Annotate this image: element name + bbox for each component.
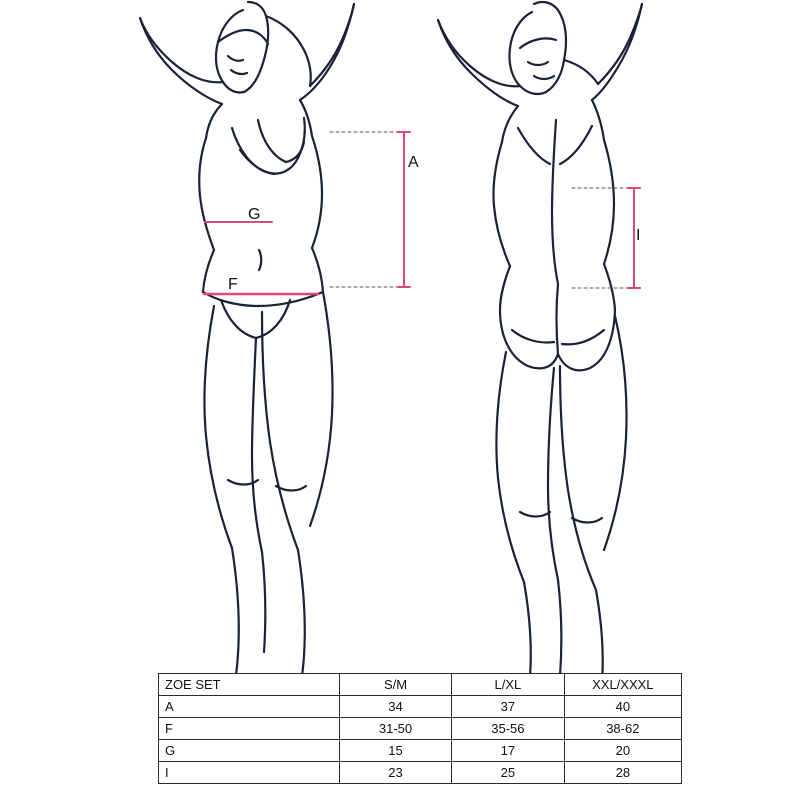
- measurement-label-a: A: [408, 154, 419, 171]
- row-label-a: A: [159, 696, 340, 718]
- table-row: [159, 740, 682, 762]
- row-g-lxl: 17: [452, 740, 565, 762]
- table-row: [159, 696, 682, 718]
- row-label-f: F: [159, 718, 340, 740]
- row-a-sm: 34: [339, 696, 451, 718]
- row-f-xxlxxxl: 38-62: [564, 718, 681, 740]
- measurement-label-g: G: [248, 206, 261, 223]
- size-table: [158, 673, 682, 784]
- row-f-sm: 31-50: [339, 718, 451, 740]
- measurement-label-f: F: [228, 276, 238, 293]
- measurement-label-i: I: [636, 227, 641, 244]
- row-g-sm: 15: [339, 740, 451, 762]
- row-g-xxlxxxl: 20: [564, 740, 681, 762]
- table-header-size-lxl: L/XL: [452, 674, 565, 696]
- table-row: [159, 762, 682, 784]
- back-figure: [438, 2, 642, 757]
- measure-I: [572, 188, 634, 288]
- table-header-row: [159, 674, 682, 696]
- table-header-size-xxlxxxl: XXL/XXXL: [564, 674, 681, 696]
- table-header-size-sm: S/M: [339, 674, 451, 696]
- row-a-lxl: 37: [452, 696, 565, 718]
- row-f-lxl: 35-56: [452, 718, 565, 740]
- row-label-i: I: [159, 762, 340, 784]
- front-figure: [140, 2, 354, 748]
- table-row: [159, 718, 682, 740]
- row-label-g: G: [159, 740, 340, 762]
- table-header-product: ZOE SET: [159, 674, 340, 696]
- row-a-xxlxxxl: 40: [564, 696, 681, 718]
- row-i-lxl: 25: [452, 762, 565, 784]
- row-i-sm: 23: [339, 762, 451, 784]
- row-i-xxlxxxl: 28: [564, 762, 681, 784]
- measure-A: [330, 132, 404, 287]
